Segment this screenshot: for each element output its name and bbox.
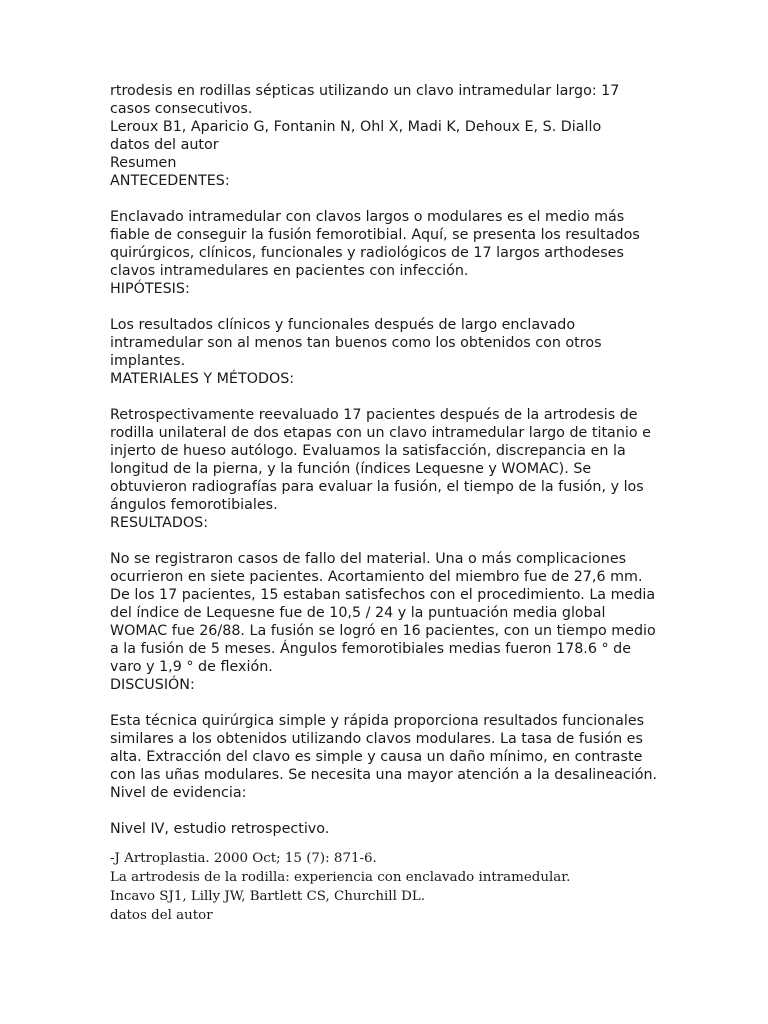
spacer (110, 532, 650, 550)
spacer (110, 802, 650, 820)
paragraph-line: clavos intramedulares en pacientes con infección. (110, 263, 469, 279)
paragraph-line: implantes. (110, 353, 186, 369)
paragraph-line: ocurrieron en siete pacientes. Acortamiento del miembro fue de 27,6 mm. (110, 569, 643, 585)
section-heading-metodos: MATERIALES Y MÉTODOS: (110, 371, 295, 387)
paragraph-line: Esta técnica quirúrgica simple y rápida proporciona resultados funcionales (110, 713, 645, 729)
paragraph-line: ángulos femorotibiales. (110, 497, 278, 513)
article-title-line-2: casos consecutivos. (110, 101, 253, 117)
paragraph-line: Enclavado intramedular con clavos largos o modulares es el medio más (110, 209, 625, 225)
paragraph-line: quirúrgicos, clínicos, funcionales y radiológicos de 17 largos arthodeses (110, 245, 624, 261)
paragraph-line: obtuvieron radiografías para evaluar la fusión, el tiempo de la fusión, y los (110, 479, 644, 495)
paragraph-line: WOMAC fue 26/88. La fusión se logró en 16 pacientes, con un tiempo medio (110, 623, 656, 639)
reference-citation: -J Artroplastia. 2000 Oct; 15 (7): 871-6. (110, 851, 377, 866)
paragraph-line: No se registraron casos de fallo del material. Una o más complicaciones (110, 551, 627, 567)
paragraph-line: longitud de la pierna, y la función (índices Lequesne y WOMAC). Se (110, 461, 592, 477)
metodos-paragraph (110, 406, 650, 514)
reference-block (110, 849, 650, 925)
paragraph-line: rodilla unilateral de dos etapas con un clavo intramedular largo de titanio e (110, 425, 651, 441)
resultados-paragraph (110, 550, 656, 676)
article-title-line-1: rtrodesis en rodillas sépticas utilizando un clavo intramedular largo: 17 (110, 83, 620, 99)
spacer (110, 190, 650, 208)
reference-author-data-link[interactable]: datos del autor (110, 908, 213, 923)
paragraph-line: a la fusión de 5 meses. Ángulos femorotibiales medias fueron 178.6 ° de (110, 641, 632, 657)
paragraph-line: del índice de Lequesne fue de 10,5 / 24 y la puntuación media global (110, 605, 606, 621)
author-list: Leroux B1, Aparicio G, Fontanin N, Ohl X, Madi K, Dehoux E, S. Diallo (110, 119, 602, 135)
section-heading-resultados: RESULTADOS: (110, 515, 209, 531)
spacer (110, 298, 650, 316)
reference-authors: Incavo SJ1, Lilly JW, Bartlett CS, Churchill DL. (110, 889, 426, 904)
section-heading-antecedentes: ANTECEDENTES: (110, 173, 230, 189)
section-heading-discusion: DISCUSIÓN: (110, 677, 195, 693)
antecedentes-paragraph (110, 208, 650, 280)
evidence-level-text: Nivel IV, estudio retrospectivo. (110, 821, 330, 837)
spacer (110, 388, 650, 406)
hipotesis-paragraph (110, 316, 650, 370)
paragraph-line: De los 17 pacientes, 15 estaban satisfechos con el procedimiento. La media (110, 587, 656, 603)
paragraph-line: similares a los obtenidos utilizando clavos modulares. La tasa de fusión es (110, 731, 643, 747)
author-data-link[interactable]: datos del autor (110, 137, 219, 153)
paragraph-line: alta. Extracción del clavo es simple y causa un daño mínimo, en contraste (110, 749, 643, 765)
section-heading-evidencia: Nivel de evidencia: (110, 785, 247, 801)
reference-title: La artrodesis de la rodilla: experiencia con enclavado intramedular. (110, 870, 571, 885)
paragraph-line: injerto de hueso autólogo. Evaluamos la satisfacción, discrepancia en la (110, 443, 626, 459)
paragraph-line: Los resultados clínicos y funcionales después de largo enclavado (110, 317, 576, 333)
paragraph-line: varo y 1,9 ° de flexión. (110, 659, 273, 675)
section-heading-hipotesis: HIPÓTESIS: (110, 281, 190, 297)
spacer (110, 694, 650, 712)
paragraph-line: con las uñas modulares. Se necesita una mayor atención a la desalineación. (110, 767, 658, 783)
discusion-paragraph (110, 712, 658, 784)
paragraph-line: Retrospectivamente reevaluado 17 pacientes después de la artrodesis de (110, 407, 638, 423)
resumen-label: Resumen (110, 155, 177, 171)
paragraph-line: intramedular son al menos tan buenos como los obtenidos con otros (110, 335, 602, 351)
abstract-body (110, 82, 658, 838)
paragraph-line: fiable de conseguir la fusión femorotibial. Aquí, se presenta los resultados (110, 227, 640, 243)
